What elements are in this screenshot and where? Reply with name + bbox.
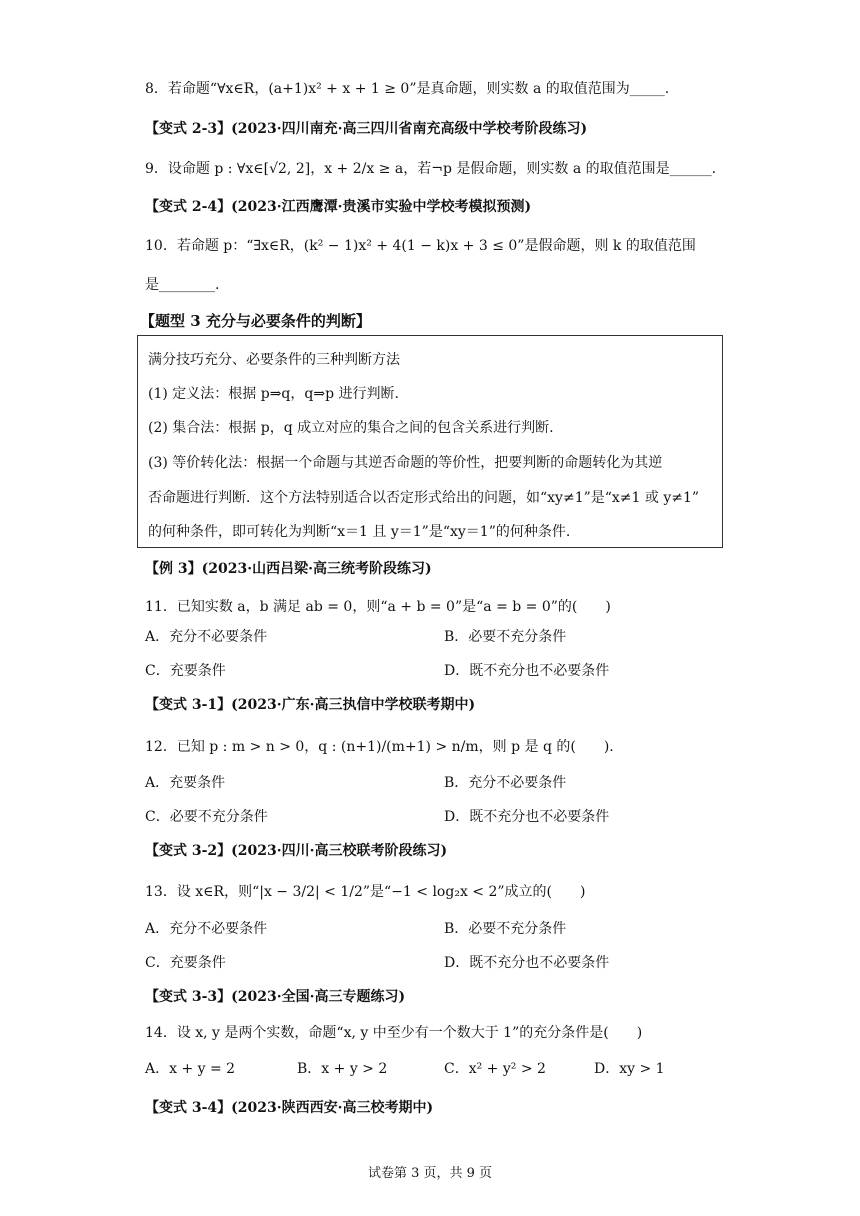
question-10-line2: 是________. (145, 277, 220, 293)
tips-line-2: (2) 集合法：根据 p，q 成立对应的集合之间的包含关系进行判断. (148, 420, 554, 436)
q12-option-d: D．既不充分也不必要条件 (444, 809, 610, 825)
q11-option-b: B．必要不充分条件 (444, 629, 567, 645)
q13-option-d: D．既不充分也不必要条件 (444, 955, 610, 971)
variant-3-1-heading: 【变式 3-1】(2023·广东·高三执信中学校联考期中) (145, 697, 476, 713)
tips-line-5: 的何种条件，即可转化为判断“x＝1 且 y＝1”是“xy＝1”的何种条件. (148, 524, 571, 540)
variant-2-3-heading: 【变式 2-3】(2023·四川南充·高三四川省南充高级中学校考阶段练习) (145, 121, 588, 137)
q11-option-a: A．充分不必要条件 (145, 629, 268, 645)
variant-3-4-heading: 【变式 3-4】(2023·陕西西安·高三校考期中) (145, 1100, 434, 1116)
question-11: 11．已知实数 a，b 满足 ab = 0，则“a + b = 0”是“a = b = 0”的( ) (145, 599, 611, 615)
page-footer: 试卷第 3 页，共 9 页 (367, 1166, 493, 1181)
q11-option-c: C．充要条件 (145, 663, 226, 679)
type-3-heading: 【题型 3 充分与必要条件的判断】 (140, 312, 371, 330)
question-10-line1: 10．若命题 p：“∃x∈R，(k² − 1)x² + 4(1 − k)x + 3 ≤ 0”是假命题，则 k 的取值范围 (145, 238, 696, 254)
variant-3-3-heading: 【变式 3-3】(2023·全国·高三专题练习) (145, 989, 406, 1005)
q14-option-a: A．x + y = 2 (145, 1061, 236, 1077)
tips-title: 满分技巧充分、必要条件的三种判断方法 (148, 352, 400, 368)
tips-line-1: (1) 定义法：根据 p⇒q，q⇒p 进行判断. (148, 386, 399, 402)
q14-option-b: B．x + y > 2 (297, 1061, 388, 1077)
q12-option-c: C．必要不充分条件 (145, 809, 268, 825)
question-8: 8．若命题“∀x∈R，(a+1)x² + x + 1 ≥ 0”是真命题，则实数 a 的取值范围为_____. (145, 81, 670, 97)
q14-option-d: D．xy > 1 (594, 1061, 665, 1077)
example-3-heading: 【例 3】(2023·山西吕梁·高三统考阶段练习) (145, 561, 432, 577)
variant-3-2-heading: 【变式 3-2】(2023·四川·高三校联考阶段练习) (145, 843, 448, 859)
question-13: 13．设 x∈R，则“|x − 3/2| < 1/2”是“−1 < log₂x < 2”成立的( ) (145, 884, 586, 900)
question-9: 9．设命题 p : ∀x∈[√2, 2]，x + 2/x ≥ a，若¬p 是假命题，则实数 a 的取值范围是______. (145, 161, 717, 177)
q13-option-a: A．充分不必要条件 (145, 921, 268, 937)
question-14: 14．设 x, y 是两个实数，命题“x, y 中至少有一个数大于 1”的充分条件是( ) (145, 1025, 643, 1041)
question-12: 12．已知 p : m > n > 0，q : (n+1)/(m+1) > n/m，则 p 是 q 的( ). (145, 739, 614, 755)
q12-option-b: B．充分不必要条件 (444, 775, 567, 791)
tips-line-3: (3) 等价转化法：根据一个命题与其逆否命题的等价性，把要判断的命题转化为其逆 (148, 455, 663, 471)
tips-line-4: 否命题进行判断．这个方法特别适合以否定形式给出的问题，如“xy≠1”是“x≠1 或 y≠1” (148, 490, 700, 506)
q13-option-c: C．充要条件 (145, 955, 226, 971)
q11-option-d: D．既不充分也不必要条件 (444, 663, 610, 679)
q12-option-a: A．充要条件 (145, 775, 226, 791)
variant-2-4-heading: 【变式 2-4】(2023·江西鹰潭·贵溪市实验中学校考模拟预测) (145, 199, 532, 215)
q14-option-c: C．x² + y² > 2 (444, 1061, 546, 1077)
q13-option-b: B．必要不充分条件 (444, 921, 567, 937)
